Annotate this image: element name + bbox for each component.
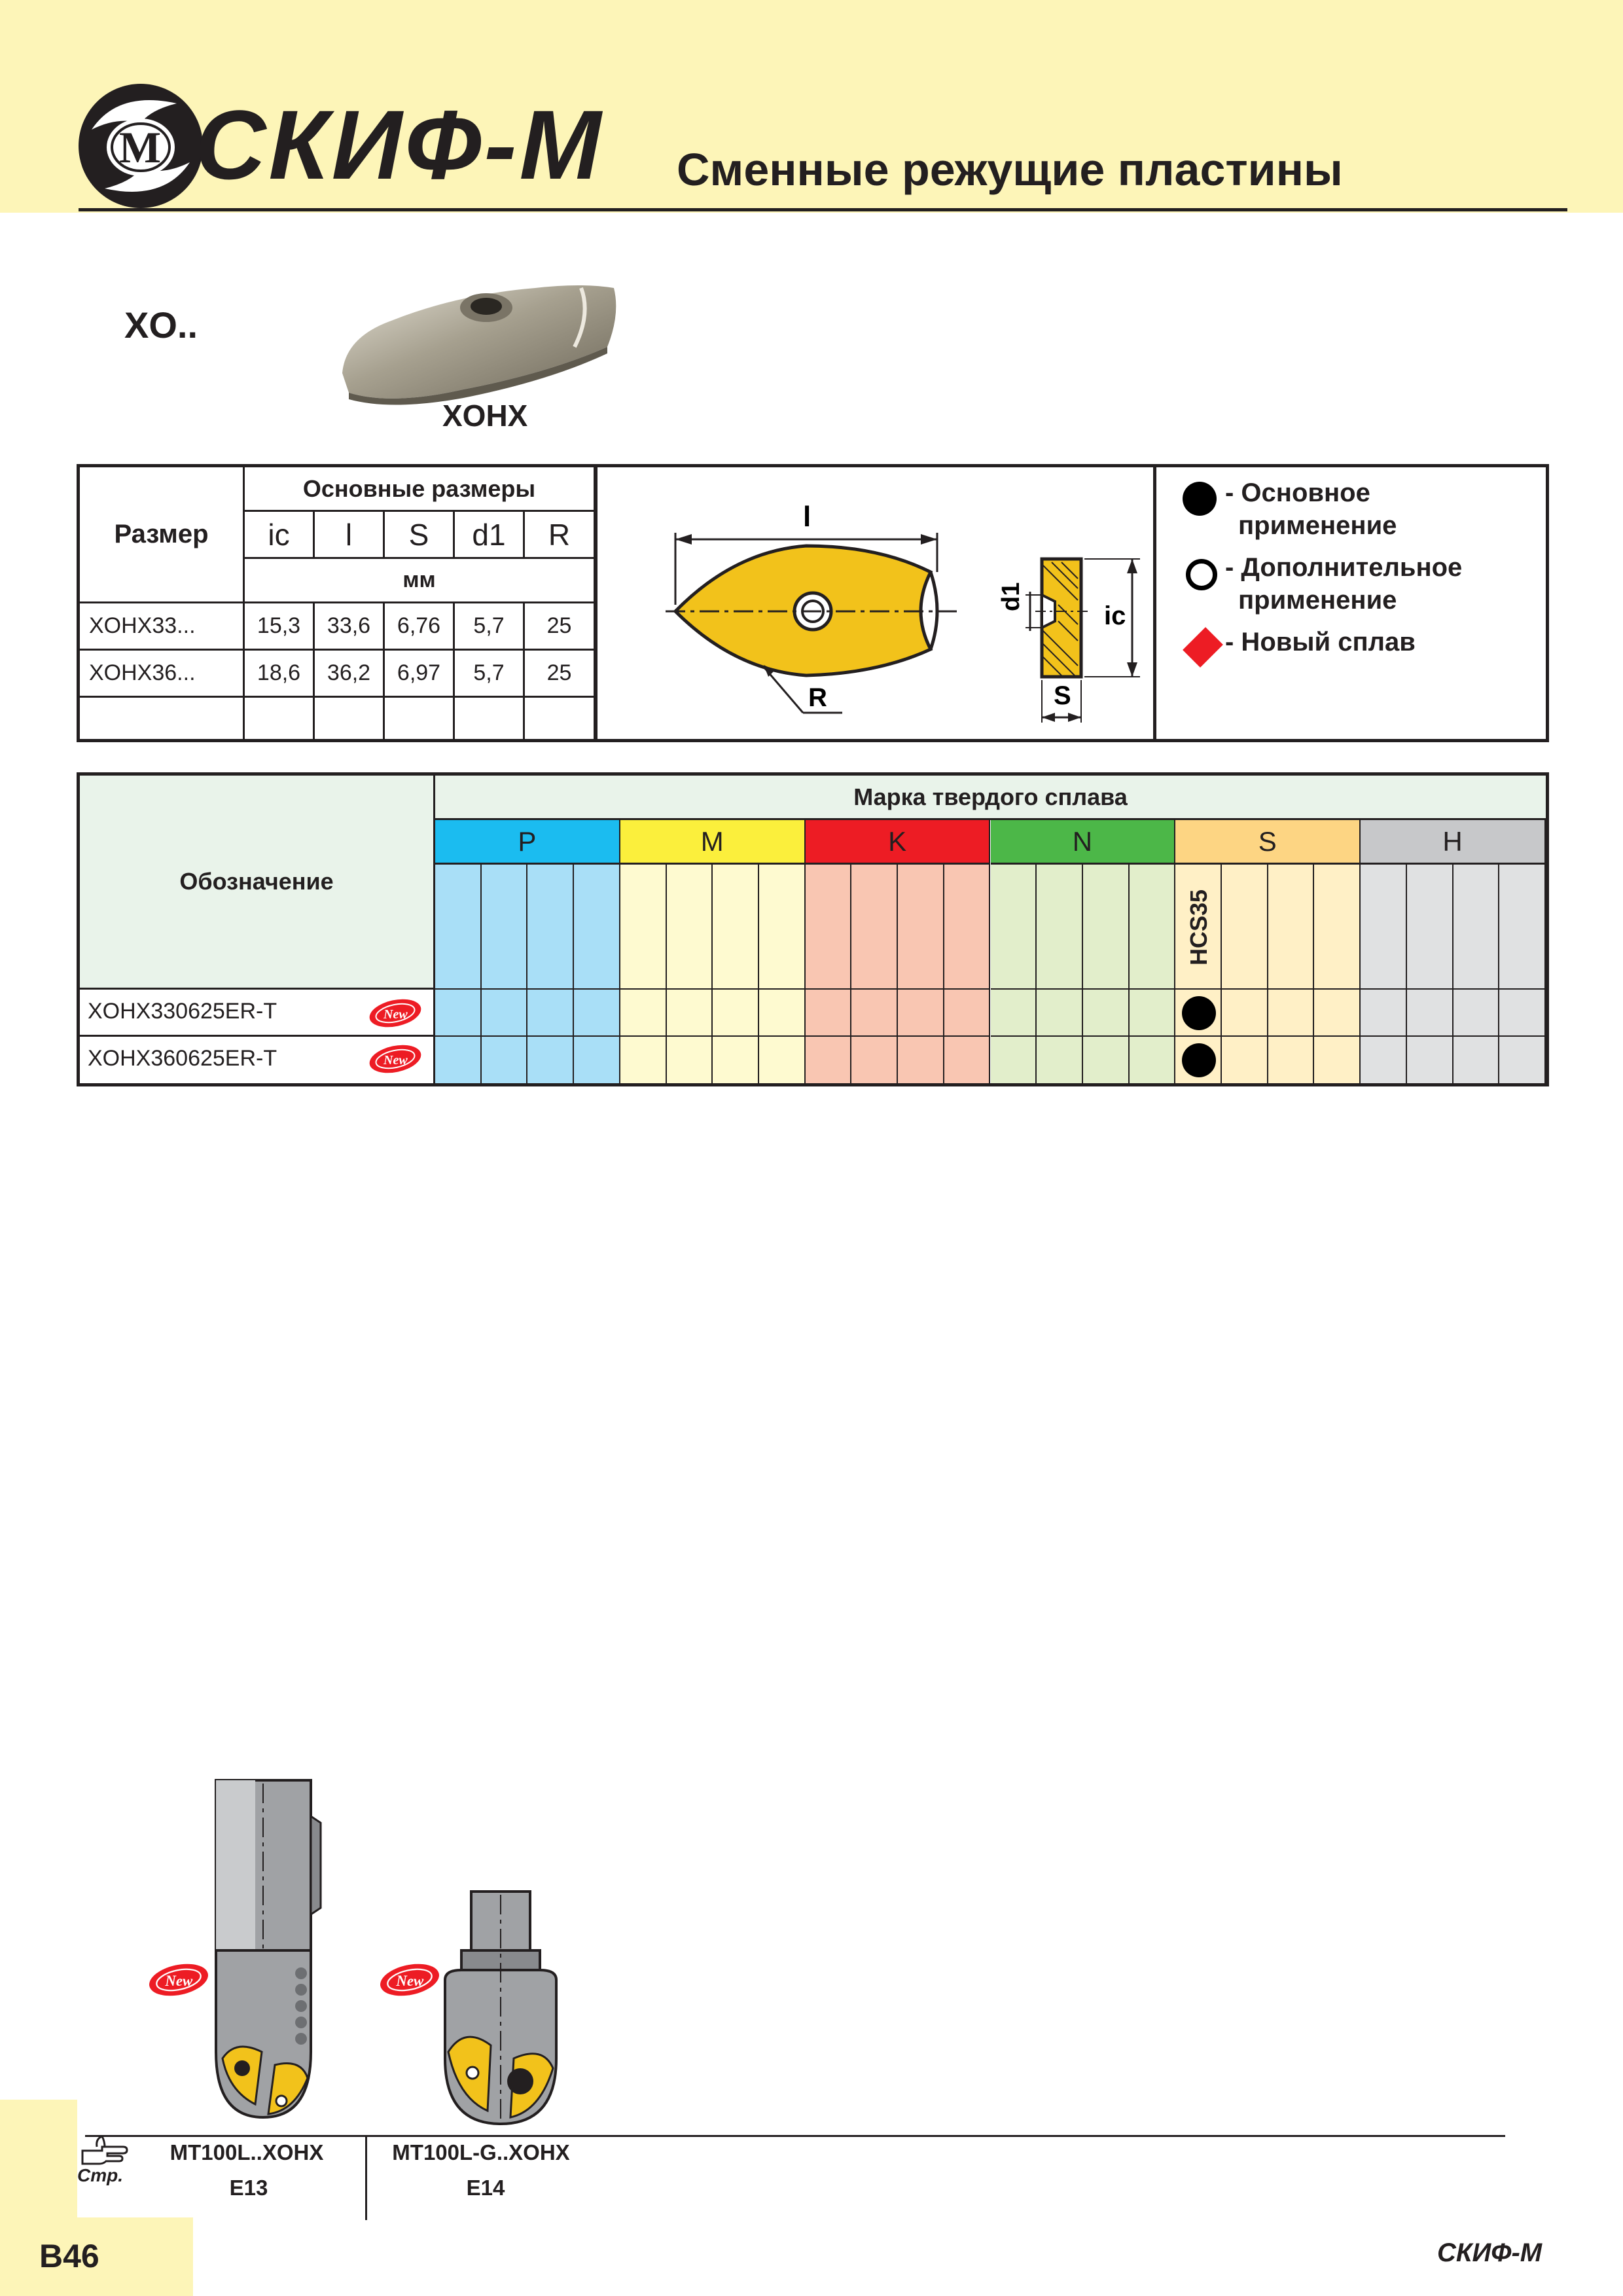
- svg-text:New: New: [165, 1973, 193, 1990]
- grade-cell: [482, 990, 528, 1037]
- legend-new-diamond: [1183, 627, 1223, 668]
- grade-cell: [1130, 990, 1176, 1037]
- brand-name: СКИФ-М: [195, 90, 604, 200]
- grade-column-header: [527, 865, 574, 990]
- grade-cell: [1037, 990, 1083, 1037]
- grade-column-header: [851, 865, 898, 990]
- grade-column-header: [1268, 865, 1315, 990]
- size-col-r: R: [525, 512, 596, 559]
- grade-column-header: [1130, 865, 1176, 990]
- page-number: B46: [39, 2238, 99, 2274]
- grade-cell: [1222, 1037, 1268, 1083]
- tool-page-ref[interactable]: E14: [466, 2176, 505, 2200]
- grade-cell: [1499, 1037, 1546, 1083]
- grade-table: [77, 772, 1549, 1086]
- grade-cell: [944, 990, 991, 1037]
- grade-column-header: [574, 865, 620, 990]
- drawing-label-l: l: [803, 501, 812, 533]
- grade-cell: [1314, 1037, 1361, 1083]
- grade-column-header: [482, 865, 528, 990]
- grade-cell: [482, 1037, 528, 1083]
- header-divider: [79, 208, 1567, 211]
- grade-cell: [574, 990, 620, 1037]
- grade-cell: [1361, 990, 1407, 1037]
- insert-photo: [332, 275, 620, 406]
- grade-cell: [435, 1037, 482, 1083]
- grade-cell: [991, 990, 1037, 1037]
- grade-cell: [759, 990, 806, 1037]
- grade-column-header: [944, 865, 991, 990]
- size-cell: 25: [525, 651, 596, 698]
- size-group-header: Основные размеры: [245, 467, 596, 512]
- grade-cell: [898, 990, 944, 1037]
- new-badge-icon: [368, 1043, 423, 1075]
- group-header-n: N: [991, 820, 1176, 865]
- legend-extra-line1: - Дополнительное: [1225, 553, 1463, 582]
- group-header-p: P: [435, 820, 620, 865]
- grade-cell: [1222, 990, 1268, 1037]
- grade-cell: [713, 1037, 759, 1083]
- grade-column-header: [435, 865, 482, 990]
- grade-column-header: [1175, 865, 1222, 990]
- grade-name: HCS35: [1185, 889, 1212, 965]
- page-title: Сменные режущие пластины: [677, 144, 1343, 195]
- new-badge-icon: [368, 997, 423, 1029]
- drawing-label-ic: ic: [1104, 601, 1126, 630]
- legend-extra-line2: применение: [1238, 586, 1397, 615]
- main-application-dot: [1182, 996, 1216, 1030]
- insert-drawing: [603, 474, 1147, 736]
- pointing-hand-icon: [77, 2128, 130, 2168]
- group-header-m: M: [620, 820, 806, 865]
- size-col-l: l: [315, 512, 385, 559]
- group-header-h: H: [1361, 820, 1546, 865]
- size-cell: 5,7: [455, 651, 525, 698]
- tool-image-mt100l: [144, 1777, 340, 2130]
- legend-main-dot: [1183, 482, 1217, 516]
- legend-new-alloy: - Новый сплав: [1225, 628, 1416, 656]
- svg-text:New: New: [396, 1973, 424, 1990]
- size-row-header: Размер: [80, 467, 245, 603]
- main-application-dot: [1182, 1043, 1216, 1077]
- grade-column-header: [713, 865, 759, 990]
- legend-main-line2: применение: [1238, 511, 1397, 540]
- svg-text:New: New: [383, 1007, 408, 1022]
- designation-header: Обозначение: [80, 776, 435, 990]
- grade-cell: [851, 990, 898, 1037]
- logo-letter: М: [118, 122, 162, 172]
- brand-logo: [79, 84, 602, 208]
- size-row-name: XOHX36...: [80, 651, 245, 698]
- grade-cell: [1454, 990, 1500, 1037]
- new-badge-icon: [147, 1960, 210, 2000]
- grade-column-header: [1454, 865, 1500, 990]
- group-header-s: S: [1175, 820, 1361, 865]
- grade-column-header: [1037, 865, 1083, 990]
- page-ref-label: Стр.: [77, 2165, 123, 2185]
- footer-brand: СКИФ-М: [1437, 2238, 1543, 2267]
- grade-cell: [1083, 1037, 1130, 1083]
- grade-column-header: [667, 865, 713, 990]
- tool-image-mt100l-g: [432, 1888, 589, 2130]
- insert-photo-caption: XOHX: [442, 399, 528, 433]
- grade-column-header: [1361, 865, 1407, 990]
- size-empty-cell: [525, 698, 596, 739]
- grade-cell: [1083, 990, 1130, 1037]
- size-col-s: S: [385, 512, 455, 559]
- grade-column-header: [1314, 865, 1361, 990]
- grade-cell: [620, 1037, 667, 1083]
- series-title: XO..: [124, 304, 198, 346]
- grade-cell: [1314, 990, 1361, 1037]
- svg-text:New: New: [383, 1053, 408, 1067]
- grade-cell: [713, 990, 759, 1037]
- designation-name: XOHX330625ER-T: [88, 999, 277, 1024]
- new-badge-icon: [378, 1960, 441, 2000]
- size-empty-cell: [385, 698, 455, 739]
- size-empty-cell: [245, 698, 315, 739]
- table-row: [80, 1037, 435, 1083]
- grade-cell: [527, 990, 574, 1037]
- tool-page-ref[interactable]: E13: [229, 2176, 268, 2200]
- grade-cell: [898, 1037, 944, 1083]
- table-row: [80, 990, 435, 1037]
- size-row-name: XOHX33...: [80, 603, 245, 651]
- size-unit: мм: [245, 559, 596, 603]
- grade-column-header: [1407, 865, 1454, 990]
- grade-grid: [435, 820, 1546, 1083]
- grade-cell: [1130, 1037, 1176, 1083]
- grade-column-header: [1222, 865, 1268, 990]
- grade-cell: [944, 1037, 991, 1083]
- grade-cell: [1268, 990, 1315, 1037]
- size-cell: 25: [525, 603, 596, 651]
- size-divider: [596, 467, 597, 739]
- grade-cell: [527, 1037, 574, 1083]
- grade-cell: [1499, 990, 1546, 1037]
- drawing-label-d1: d1: [997, 582, 1025, 611]
- grade-cell: [991, 1037, 1037, 1083]
- grade-cell: [851, 1037, 898, 1083]
- grade-cell: [574, 1037, 620, 1083]
- designation-name: XOHX360625ER-T: [88, 1046, 277, 1071]
- grade-column-header: [991, 865, 1037, 990]
- grade-group-header: Марка твердого сплава: [435, 776, 1546, 820]
- grade-cell: [1407, 1037, 1454, 1083]
- size-cell: 6,97: [385, 651, 455, 698]
- size-col-d1: d1: [455, 512, 525, 559]
- grade-column-header: [620, 865, 667, 990]
- size-cell: 6,76: [385, 603, 455, 651]
- grade-cell: [1361, 1037, 1407, 1083]
- grade-column-header: [1083, 865, 1130, 990]
- grade-column-header: [898, 865, 944, 990]
- tools-separator: [365, 2135, 367, 2220]
- tools-divider-line: [85, 2135, 1505, 2137]
- tool-name: MT100L-G..XOHX: [392, 2140, 570, 2164]
- size-empty-cell: [315, 698, 385, 739]
- grade-cell: [667, 990, 713, 1037]
- grade-cell: [435, 990, 482, 1037]
- size-cell: 18,6: [245, 651, 315, 698]
- grade-cell: [620, 990, 667, 1037]
- size-cell: 33,6: [315, 603, 385, 651]
- grade-cell: [1407, 990, 1454, 1037]
- grade-cell: [759, 1037, 806, 1083]
- size-cell: 15,3: [245, 603, 315, 651]
- legend-main-line1: - Основное: [1225, 478, 1370, 507]
- grade-cell: [1175, 990, 1222, 1037]
- grade-cell: [1268, 1037, 1315, 1083]
- tool-name: MT100L..XOHX: [169, 2140, 324, 2164]
- grade-column-header: [1499, 865, 1546, 990]
- size-empty-cell: [80, 698, 245, 739]
- logo-emblem: [79, 84, 203, 208]
- size-col-ic: ic: [245, 512, 315, 559]
- grade-cell: [1175, 1037, 1222, 1083]
- group-header-k: K: [806, 820, 991, 865]
- size-cell: 5,7: [455, 603, 525, 651]
- drawing-label-s: S: [1054, 681, 1071, 710]
- grade-cell: [806, 1037, 852, 1083]
- legend-extra-circle: [1186, 559, 1217, 590]
- legend-divider: [1153, 467, 1156, 739]
- grade-cell: [1037, 1037, 1083, 1083]
- grade-cell: [667, 1037, 713, 1083]
- size-cell: 36,2: [315, 651, 385, 698]
- grade-cell: [1454, 1037, 1500, 1083]
- grade-column-header: [759, 865, 806, 990]
- grade-column-header: [806, 865, 852, 990]
- grade-cell: [806, 990, 852, 1037]
- size-empty-cell: [455, 698, 525, 739]
- size-table-block: [77, 464, 1549, 742]
- drawing-label-r: R: [808, 683, 827, 712]
